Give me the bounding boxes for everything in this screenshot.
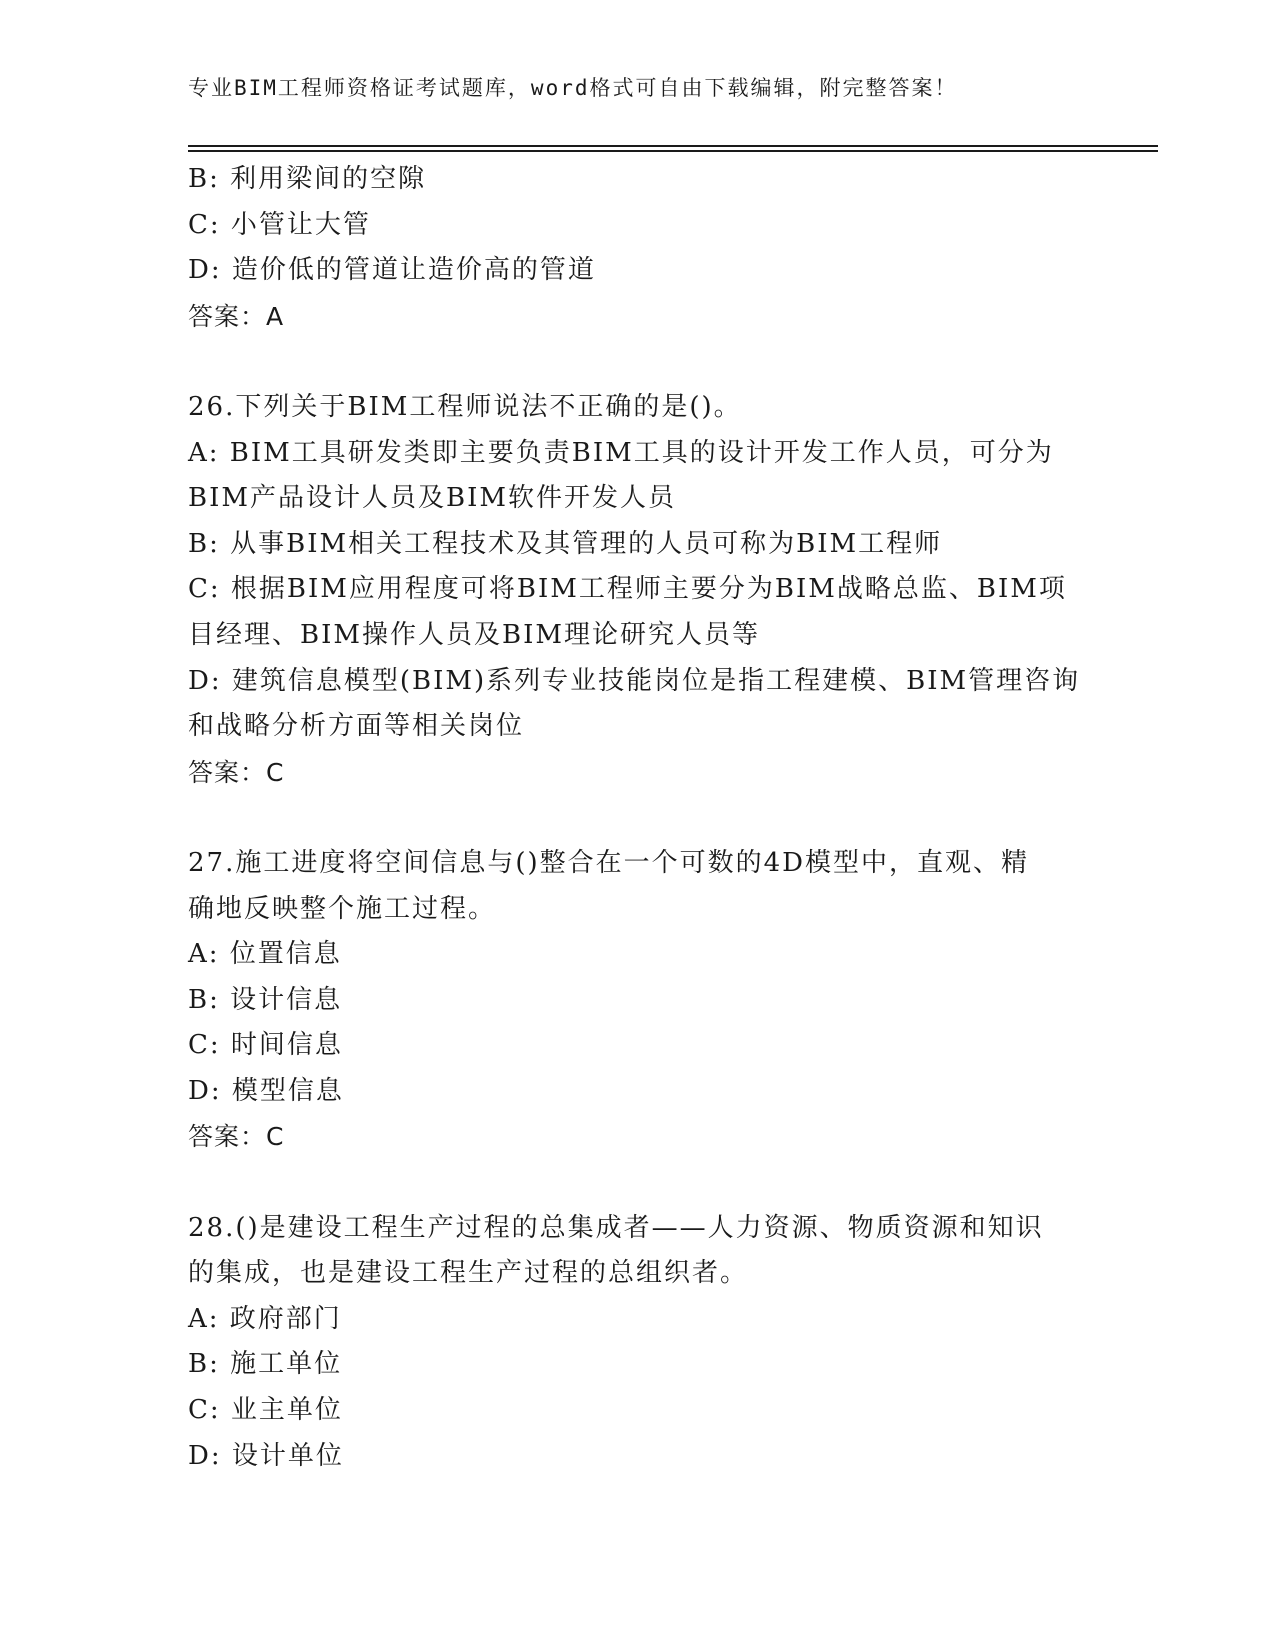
option-line: C: 时间信息 [188, 1030, 343, 1061]
option-line: C: 小管让大管 [188, 209, 371, 240]
spacer [188, 795, 1088, 841]
answer-line: 答案：C [188, 757, 285, 787]
option-line: B: 设计信息 [188, 984, 343, 1015]
question-stem: 确地反映整个施工过程。 [188, 893, 497, 924]
header-rule-bottom [188, 150, 1158, 152]
answer-line: 答案：A [188, 301, 285, 331]
option-line: D: 模型信息 [188, 1075, 344, 1106]
question-stem: 28.()是建设工程生产过程的总集成者——人力资源、物质资源和知识 [188, 1212, 1044, 1243]
option-line: D: 建筑信息模型(BIM)系列专业技能岗位是指工程建模、BIM管理咨询 [188, 665, 1081, 696]
question-stem: 26.下列关于BIM工程师说法不正确的是()。 [188, 391, 742, 422]
answer-line: 答案：C [188, 1122, 285, 1152]
option-line: B: 利用梁间的空隙 [188, 164, 427, 194]
question-27-block [188, 841, 1088, 1160]
option-line: A: BIM工具研发类即主要负责BIM工具的设计开发工作人员，可分为 [188, 437, 1054, 468]
option-line: A: 位置信息 [188, 939, 342, 970]
question-content [188, 157, 1088, 1479]
spacer [188, 1160, 1088, 1206]
option-line: B: 从事BIM相关工程技术及其管理的人员可称为BIM工程师 [188, 528, 943, 559]
option-line: C: 业主单位 [188, 1395, 343, 1426]
question-26-block [188, 385, 1088, 795]
option-line: 和战略分析方面等相关岗位 [188, 711, 525, 742]
option-line: D: 设计单位 [188, 1440, 344, 1471]
option-line: B: 施工单位 [188, 1349, 343, 1380]
option-line: A: 政府部门 [188, 1303, 342, 1334]
option-line: D: 造价低的管道让造价高的管道 [188, 255, 596, 286]
spacer [188, 339, 1088, 385]
question-stem: 的集成，也是建设工程生产过程的总组织者。 [188, 1258, 749, 1289]
prev-question-block [188, 157, 1088, 339]
header-rule-top [188, 145, 1158, 147]
page-header: 专业BIM工程师资格证考试题库，word格式可自由下载编辑，附完整答案！ [188, 76, 958, 100]
option-line: BIM产品设计人员及BIM软件开发人员 [188, 483, 676, 514]
option-line: 目经理、BIM操作人员及BIM理论研究人员等 [188, 619, 760, 650]
question-stem: 27.施工进度将空间信息与()整合在一个可数的4D模型中，直观、精 [188, 847, 1030, 878]
question-28-block [188, 1206, 1088, 1480]
option-line: C: 根据BIM应用程度可将BIM工程师主要分为BIM战略总监、BIM项 [188, 574, 1067, 605]
